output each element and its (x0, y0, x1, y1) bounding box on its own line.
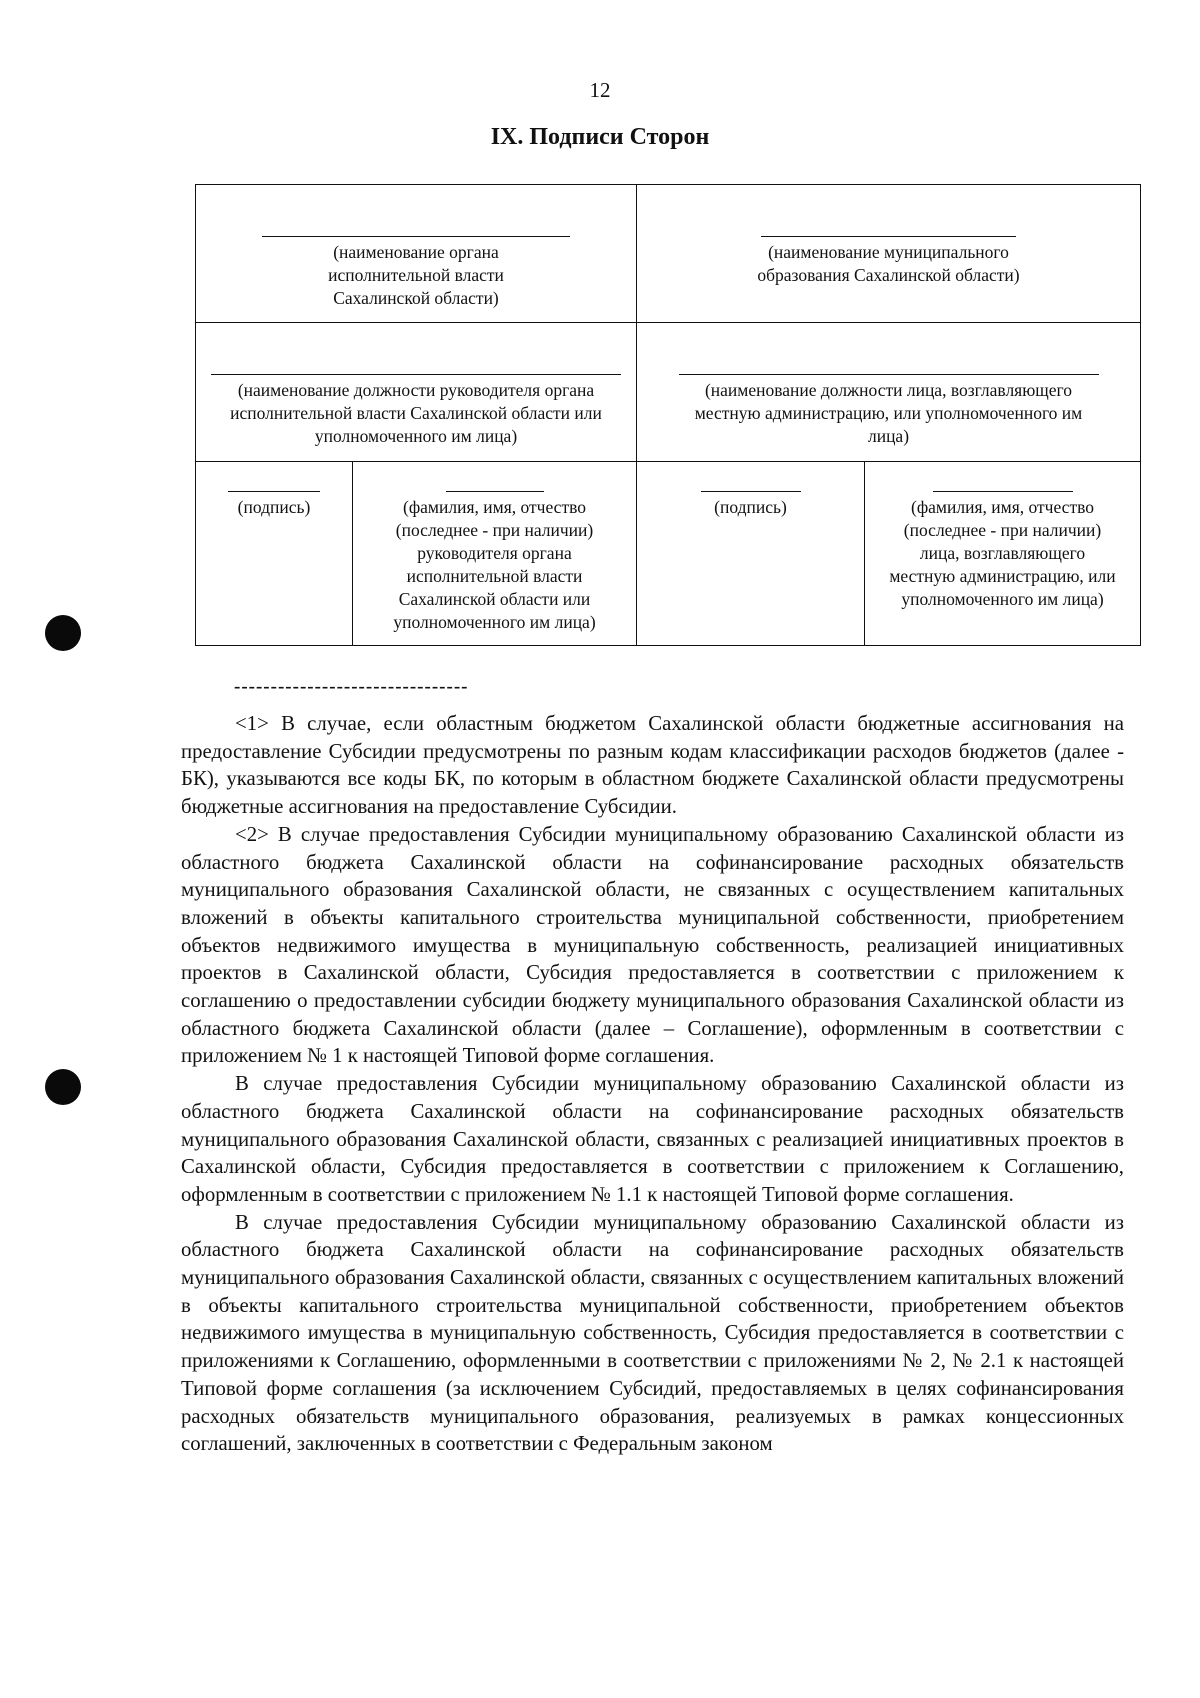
signature-row-position (196, 323, 1141, 462)
footnote-2-paragraph-3: В случае предоставления Субсидии муниципальному образованию Сахалинской области из областного бюджета Сахалинской области на софинансирование расходных обязательств муниципального образования Сахалинской области, связанных с осуществлением капитальных вложений в объекты капитального строительства муниципальной собственности, приобретением объектов недвижимого имущества в муниципальную собственность, Субсидия предоставляется в соответствии с приложениями к Соглашению, оформленными в соответствии с приложениями № 2, № 2.1 к настоящей Типовой форме соглашения (за исключением Субсидий, предоставляемых в целях софинансирования расходных обязательств муниципального образования, реализуемых в рамках концессионных соглашений, заключенных в соответствии с Федеральным законом (181, 1210, 1124, 1456)
footnote-1: <1> В случае, если областным бюджетом Сахалинской области бюджетные ассигнования на предоставление Субсидии предусмотрены по разным кодам классификации расходов бюджетов (далее - БК), указываются все коды БК, по которым в областном бюджете Сахалинской области предусмотрены бюджетные ассигнования на предоставление Субсидии. (181, 712, 1124, 819)
executive-signature-caption: (подпись) (237, 497, 311, 517)
signature-line (228, 491, 320, 492)
signature-line (701, 491, 801, 492)
punch-hole-top (45, 615, 81, 651)
signature-line (761, 236, 1016, 237)
cell-municipality (637, 185, 1141, 323)
cell-municipal-name (865, 462, 1141, 646)
signature-line (211, 374, 621, 375)
signature-line (679, 374, 1099, 375)
cell-municipal-signature (637, 462, 865, 646)
footnotes-body (181, 710, 1124, 1458)
cell-executive-signature (196, 462, 353, 646)
footnote-2: <2> В случае предоставления Субсидии муниципальному образованию Сахалинской области из областного бюджета Сахалинской области на софинансирование расходных обязательств муниципального образования Сахалинской области, не связанных с осуществлением капитальных вложений в объекты капитального строительства муниципальной собственности, приобретением объектов недвижимого имущества в муниципальную собственность, реализацией инициативных проектов в Сахалинской области, Субсидия предоставляется в соответствии с приложением к соглашению о предоставлении субсидии бюджету муниципального образования Сахалинской области из областного бюджета Сахалинской области (далее – Соглашение), оформленным в соответствии с приложением № 1 к настоящей Типовой форме соглашения. (181, 822, 1124, 1068)
punch-hole-bottom (45, 1069, 81, 1105)
section-title: IX. Подписи Сторон (490, 124, 710, 150)
cell-municipal-position (637, 323, 1141, 462)
signature-line (262, 236, 570, 237)
signature-line (446, 491, 544, 492)
footnote-separator: -------------------------------- (234, 676, 469, 697)
executive-authority-caption: (наименование органа исполнительной власти Сахалинской области) (328, 242, 504, 308)
cell-executive-authority (196, 185, 637, 323)
signature-table (195, 184, 1141, 646)
executive-name-caption: (фамилия, имя, отчество (последнее - при наличии) руководителя органа исполнительной власти Сахалинской области или уполномоченного им лица) (393, 497, 596, 632)
municipal-signature-caption: (подпись) (714, 497, 787, 517)
municipality-caption: (наименование муниципального образования Сахалинской области) (757, 242, 1020, 285)
footnote-2-paragraph-2: В случае предоставления Субсидии муниципальному образованию Сахалинской области из областного бюджета Сахалинской области на софинансирование расходных обязательств муниципального образования Сахалинской области, связанных с реализацией инициативных проектов в Сахалинской области, Субсидия предоставляется в соответствии с приложением к Соглашению, оформленным в соответствии с приложением № 1.1 к настоящей Типовой форме соглашения. (181, 1072, 1124, 1206)
cell-executive-name (353, 462, 637, 646)
municipal-position-caption: (наименование должности лица, возглавляющего местную администрацию, или уполномоченного им лица) (694, 380, 1083, 446)
cell-executive-position (196, 323, 637, 462)
signature-row-organization (196, 185, 1141, 323)
signature-row-names (196, 462, 1141, 646)
signature-line (933, 491, 1073, 492)
municipal-name-caption: (фамилия, имя, отчество (последнее - при наличии) лица, возглавляющего местную администрацию, или уполномоченного им лица) (889, 497, 1116, 609)
page-number: 12 (589, 78, 611, 102)
executive-position-caption: (наименование должности руководителя органа исполнительной власти Сахалинской области или уполномоченного им лица) (230, 380, 602, 446)
